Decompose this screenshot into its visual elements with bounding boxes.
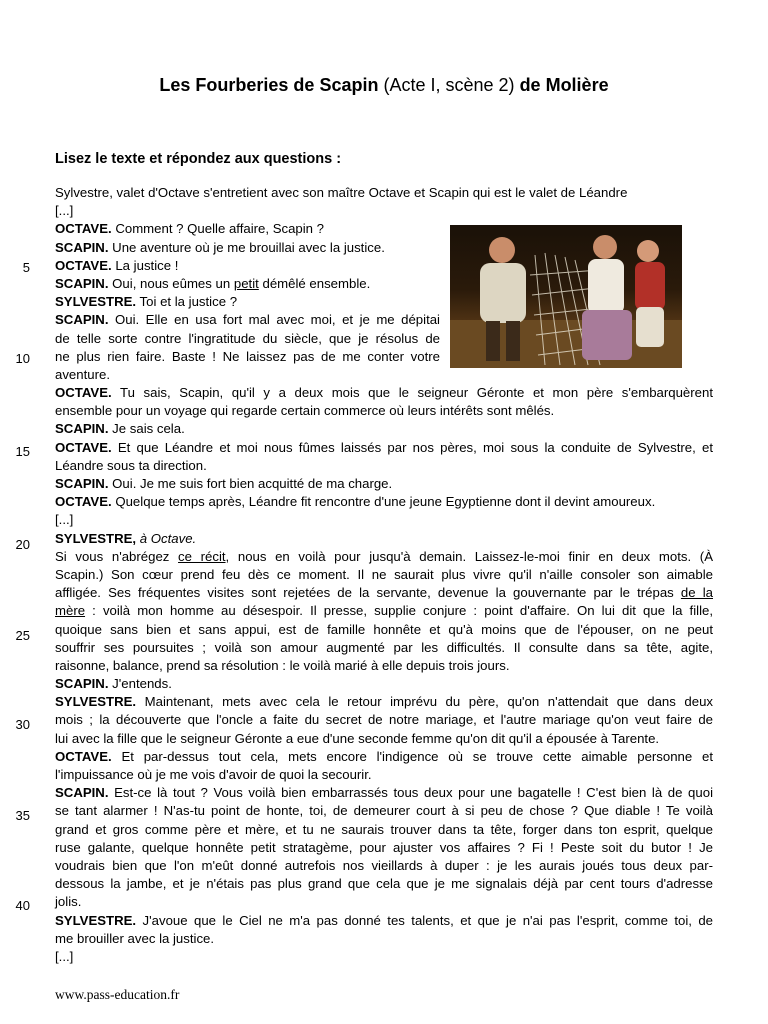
underlined-word: mère bbox=[55, 603, 86, 619]
dialogue-line: grand et gros comme père et mère, et tu ne saurais trouver dans ta tête, forger dans ton esprit, quelque bbox=[55, 821, 713, 837]
dialogue-line bbox=[55, 311, 440, 329]
speaker-scapin: SCAPIN. bbox=[55, 312, 109, 328]
dialogue-line: voudrais bien que l'on m'eût donné autrefois nos vieillards à duper : je les aurais joués tous deux par- bbox=[55, 857, 713, 873]
line-text: Oui, nous eûmes un bbox=[112, 275, 231, 291]
play-text bbox=[55, 184, 713, 966]
instruction-heading: Lisez le texte et répondez aux questions : bbox=[55, 151, 342, 167]
dialogue-line bbox=[55, 493, 713, 511]
speaker-scapin: SCAPIN. bbox=[55, 476, 109, 491]
dialogue-line bbox=[55, 530, 713, 548]
dialogue-line: lui avec la fille que le seigneur Géronte a eue d'une seconde femme qu'on dit qu'il a épousée à Tarente. bbox=[55, 730, 660, 746]
line-number: 10 bbox=[15, 351, 30, 366]
line-text: Une aventure où je me brouillai avec la justice. bbox=[112, 239, 385, 255]
speaker-scapin: SCAPIN. bbox=[55, 676, 109, 692]
page-title bbox=[0, 74, 768, 96]
speaker-octave: OCTAVE. bbox=[55, 221, 112, 237]
line-text: Maintenant, mets avec cela le retour imprévu du père, qu'on n'attendait que dans deux bbox=[144, 694, 713, 710]
line-text: Est-ce là tout ? Vous voilà bien embarrassés tous deux pour une bagatelle ! C'est bien là de quoi bbox=[114, 785, 713, 801]
dialogue-line bbox=[55, 584, 713, 602]
stage-direction: à Octave. bbox=[139, 530, 197, 546]
dialogue-line bbox=[55, 275, 713, 293]
dialogue-line bbox=[55, 420, 713, 438]
ellipsis: [...] bbox=[55, 512, 74, 528]
line-text: Si vous n'abrégez bbox=[55, 548, 170, 564]
dialogue-line bbox=[55, 239, 713, 257]
title-author: de Molière bbox=[519, 75, 609, 95]
dialogue-line: Scapin.) Son cœur prend feu dès ce moment. Il ne saurait plus vivre qu'il n'aille consoler son aimable bbox=[55, 566, 713, 582]
dialogue-line: Léandre sous ta direction. bbox=[55, 457, 207, 473]
line-text: Oui. Elle en usa fort mal avec moi, et je me dépitai bbox=[115, 312, 440, 328]
line-text: Je sais cela. bbox=[112, 421, 185, 437]
speaker-sylvestre: SYLVESTRE. bbox=[55, 912, 137, 928]
title-act: (Acte I, scène 2) bbox=[383, 75, 515, 95]
dialogue-line bbox=[55, 784, 713, 802]
line-text: Comment ? Quelle affaire, Scapin ? bbox=[115, 221, 325, 237]
dialogue-line bbox=[55, 384, 713, 402]
line-text: démêlé ensemble. bbox=[262, 275, 371, 291]
line-text: affligée. Ses fréquentes visites sont rejetées de la servante, devenue la gouvernante par le trépas bbox=[55, 585, 674, 601]
dialogue-line: jolis. bbox=[55, 894, 82, 910]
title-play: Les Fourberies de Scapin bbox=[159, 75, 379, 95]
line-number: 25 bbox=[15, 628, 30, 643]
line-number: 20 bbox=[15, 537, 30, 552]
underlined-word: ce récit bbox=[178, 548, 226, 564]
dialogue-line bbox=[55, 675, 713, 693]
speaker-scapin: SCAPIN. bbox=[55, 239, 109, 255]
line-text: , nous en voilà pour jusqu'à demain. Laissez-le-moi finir en deux mots. (À bbox=[225, 548, 713, 564]
line-number: 40 bbox=[15, 898, 30, 913]
dialogue-line: quoique sans bien et sans appui, est de famille honnête et qu'à moins que de l'épouser, on ne peut bbox=[55, 621, 713, 637]
speaker-octave: OCTAVE. bbox=[55, 385, 112, 401]
speaker-octave: OCTAVE. bbox=[55, 439, 112, 455]
line-text: La justice ! bbox=[115, 257, 179, 273]
underlined-word: petit bbox=[233, 275, 259, 291]
dialogue-line bbox=[55, 257, 713, 275]
line-text: Quelque temps après, Léandre fit rencontre d'une jeune Egyptienne dont il devint amoureux. bbox=[115, 494, 656, 510]
line-number: 30 bbox=[15, 717, 30, 732]
line-text: Tu sais, Scapin, qu'il y a deux mois que le seigneur Géronte et mon père s'embarquèrent bbox=[120, 385, 713, 401]
dialogue-line: raisonne, balance, prend sa résolution : le voilà marié à elle depuis trois jours. bbox=[55, 657, 510, 673]
speaker-scapin: SCAPIN. bbox=[55, 421, 109, 437]
speaker-octave: OCTAVE. bbox=[55, 494, 112, 510]
line-text: Toi et la justice ? bbox=[139, 294, 238, 310]
footer-url[interactable]: www.pass-education.fr bbox=[55, 987, 180, 1002]
line-text: : voilà mon homme au désespoir. Il presse, supplie conjure : point d'affaire. On lui dit que la fille, bbox=[92, 603, 713, 619]
line-text: J'avoue que le Ciel ne m'a pas donné tes talents, et que je n'ai pas l'esprit, comme toi, de bbox=[142, 912, 713, 928]
line-number: 5 bbox=[22, 260, 30, 275]
speaker-sylvestre: SYLVESTRE. bbox=[55, 694, 137, 710]
speaker-sylvestre: SYLVESTRE, bbox=[55, 530, 137, 546]
dialogue-line: ne plus rien faire. Baste ! Ne laissez pas de me conter votre bbox=[55, 348, 440, 364]
dialogue-line bbox=[55, 439, 713, 457]
speaker-scapin: SCAPIN. bbox=[55, 275, 109, 291]
line-text: Et que Léandre et moi nous fûmes laissés par nos pères, moi sous la conduite de Sylvestre, et bbox=[117, 439, 713, 455]
dialogue-line: aventure. bbox=[55, 366, 110, 382]
speaker-octave: OCTAVE. bbox=[55, 257, 112, 273]
dialogue-line: l'impuissance où je me vois d'avoir de quoi la secourir. bbox=[55, 767, 372, 782]
dialogue-line: ruse galante, quelque honnête petit stratagème, pour ajuster vos affaires ? Fi ! Peste soit du butor ! Je bbox=[55, 839, 713, 855]
intro-line: Sylvestre, valet d'Octave s'entretient avec son maître Octave et Scapin qui est le valet de Léandre bbox=[55, 185, 628, 200]
ellipsis: [...] bbox=[55, 948, 74, 964]
dialogue-line bbox=[55, 220, 713, 238]
dialogue-line bbox=[55, 748, 713, 766]
dialogue-line bbox=[55, 912, 713, 930]
dialogue-line: mois ; la découverte que l'oncle a faite du secret de notre mariage, et l'autre mariage qu'on veut faire de bbox=[55, 712, 713, 728]
line-text: Et par-dessus tout cela, mets encore l'indigence où se trouve cette aimable personne et bbox=[121, 748, 713, 764]
ellipsis: [...] bbox=[55, 203, 74, 219]
line-text: Oui. Je me suis fort bien acquitté de ma charge. bbox=[112, 476, 393, 491]
dialogue-line: ensemble pour un voyage qui regarde certain commerce où leurs intérêts sont mêlés. bbox=[55, 403, 555, 419]
speaker-scapin: SCAPIN. bbox=[55, 785, 109, 801]
dialogue-line bbox=[55, 475, 713, 493]
dialogue-line bbox=[55, 548, 713, 566]
dialogue-line: me brouiller avec la justice. bbox=[55, 930, 215, 946]
dialogue-line bbox=[55, 293, 713, 311]
dialogue-line: dessous la jambe, et je n'étais pas plus grand que cela que je me signalais déjà par cent tours d'adresse bbox=[55, 876, 713, 892]
speaker-octave: OCTAVE. bbox=[55, 748, 112, 764]
dialogue-line bbox=[55, 693, 713, 711]
line-number: 15 bbox=[15, 444, 30, 459]
line-text: J'entends. bbox=[112, 676, 172, 692]
underlined-word: de la bbox=[680, 585, 713, 601]
dialogue-line bbox=[55, 602, 713, 620]
dialogue-line: souffrir ses poursuites ; voilà son amour augmenté par les difficultés. Il consulte dans sa tête, agite, bbox=[55, 639, 713, 655]
speaker-sylvestre: SYLVESTRE. bbox=[55, 294, 137, 310]
dialogue-line: de telle sorte contre l'ingratitude du siècle, que je résolus de bbox=[55, 330, 440, 346]
dialogue-line: se tant alarmer ! N'as-tu point de honte, toi, de demeurer court à si peu de chose ? Que diable ! Te voilà bbox=[55, 803, 713, 819]
line-number: 35 bbox=[15, 808, 30, 823]
